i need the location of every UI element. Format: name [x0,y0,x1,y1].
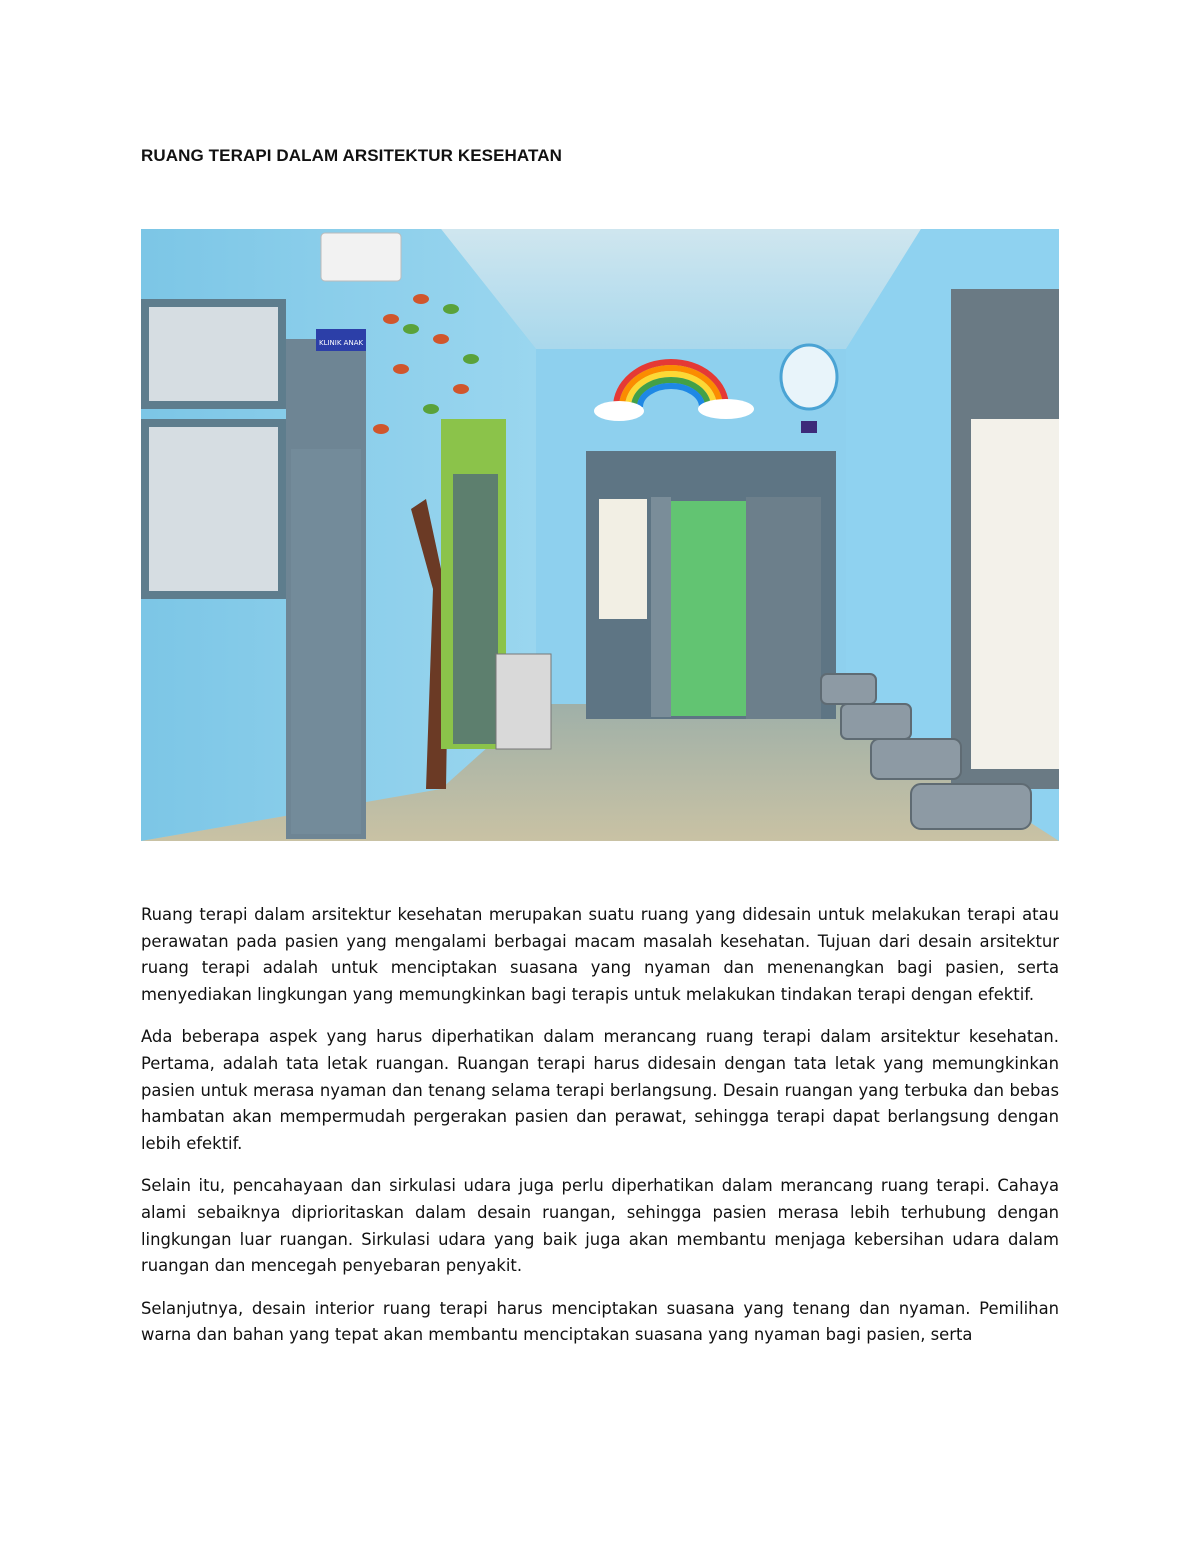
document-title: RUANG TERAPI DALAM ARSITEKTUR KESEHATAN [141,146,563,165]
clinic-sign-text: KLINIK ANAK [319,339,364,347]
paragraph-1: Ruang terapi dalam arsitektur kesehatan merupakan suatu ruang yang didesain untuk melakukan terapi atau perawatan pada pasien yang mengalami berbagai macam masalah kesehatan. Tujuan dari desain arsitektur ruang terapi adalah untuk menciptakan suasana yang nyaman dan menenangkan bagi pasien, serta menyediakan lingkungan yang memungkinkan bagi terapis untuk melakukan tindakan terapi dengan efektif. [141,905,1059,1004]
therapy-room-photo [141,229,1059,841]
paragraph-3: Selain itu, pencahayaan dan sirkulasi udara juga perlu diperhatikan dalam merancang ruang terapi. Cahaya alami sebaiknya diprioritaskan dalam desain ruangan, sehingga pasien merasa lebih terhubung dengan lingkungan luar ruangan. Sirkulasi udara yang baik juga akan membantu menjaga kebersihan udara dalam ruangan dan mencegah penyebaran penyakit. [141,1176,1059,1276]
document-body [141,902,1059,1365]
paragraph-4: Selanjutnya, desain interior ruang terapi harus menciptakan suasana yang tenang dan nyaman. Pemilihan warna dan bahan yang tepat akan membantu menciptakan suasana yang nyaman bagi pasien, serta [141,1298,1059,1345]
paragraph-2: Ada beberapa aspek yang harus diperhatikan dalam merancang ruang terapi dalam arsitektur kesehatan. Pertama, adalah tata letak ruangan. Ruangan terapi harus didesain dengan tata letak yang memungkinkan pasien untuk merasa nyaman dan tenang selama terapi berlangsung. Desain ruangan yang terbuka dan bebas hambatan akan mempermudah pergerakan pasien dan perawat, sehingga terapi dapat berlangsung dengan lebih efektif. [141,1027,1059,1153]
